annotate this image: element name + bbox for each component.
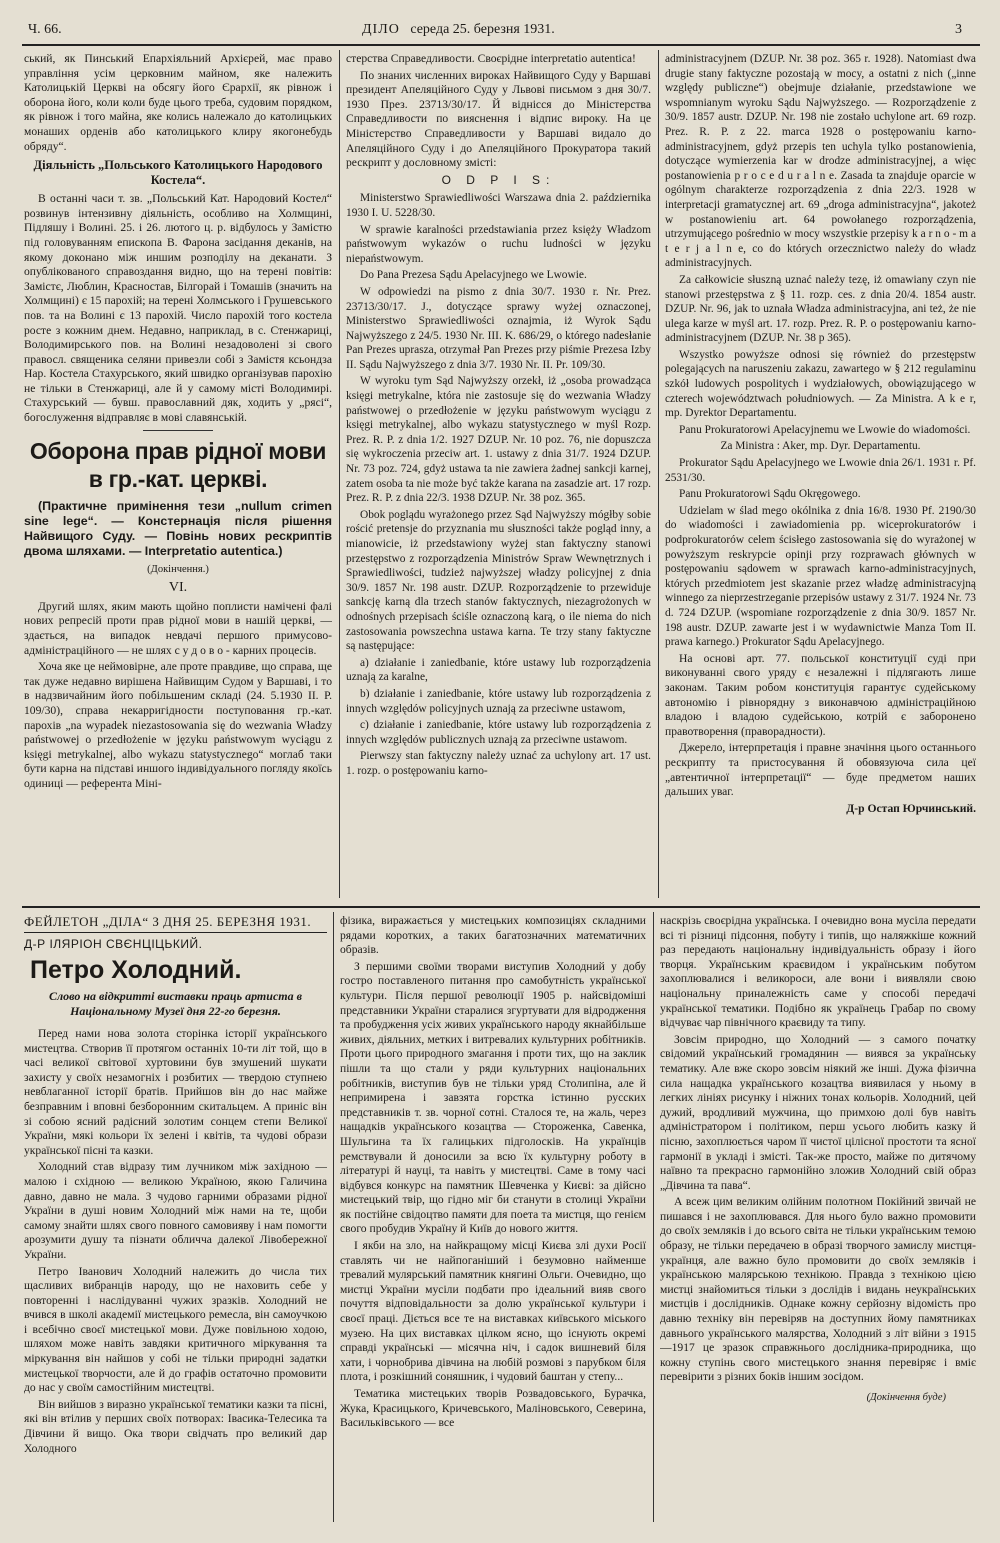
paragraph: Перед нами нова золота сторінка історії українського мистецтва. Створив її протягом останніх 10-ти літ той, що в часі великої світової хуртовини був змушений шукати захисту у своїх незамогніх і розбитих — твердою ступнею невблаганної історії братів. Прийшов він до нас майже безправним і вповні безборонним скитальцем. А приніс він зі собою ясний радісний золотим сонцем степи Великої України, мякі кольори їх зелені і квітів, та чудові образи української пісні та казки. — [24, 1027, 327, 1157]
paragraph: Wszystko powyższe odnosi się również do przestępstw polegających na naruszeniu zakazu, zawartego w § 212 regulaminu szkół ludowych pospolitych i wydziałowych, obowiązującego w czterech województwach południowych. — Za Ministra. A k e r, mp. Dyrektor Departamentu. — [665, 348, 976, 420]
paragraph: W wyroku tym Sąd Najwyższy orzekł, iż „osoba prowadząca księgi metrykalne, która nie zastosuje się do wezwania Władzy państwowej o przedłożenie w języku państwowym wyciągu z księgi metrykalnej, albo wykazu statystycznego w myśl Rozp. Prez. R. P. z dnia 1/2. 1927 DZUP. Nr. 10 poz. 76, nie dopuszcza się wykroczenia przeciw art. 1. ustawy z dnia 31/7. 1924 DZUP. Nr. 73 poz. 724, gdyż ustawa ta nie zawiera żadnej sankcji karnej, zatem osoba ta nie może być także karana na zasadzie art. 17 rozp. Prez. R. P. z dnia 22/3. 1938 DZUP. Nr. 38 poz. 365. — [346, 375, 651, 505]
column-rule — [653, 912, 654, 1522]
column-rule — [658, 50, 659, 898]
issue-date: середа 25. березня 1931. — [410, 22, 555, 37]
paragraph: Холодний став відразу тим лучником між західною — малою і східною — великою Україною, якою Галичина давно, давно не мала. З чудово гарними образами рідної України в душі новим Холодний між нами на те, щоби самому знайти шлях свого повного самовияву і нам помогти арозумити душу та пізнати обличча далекої Лівобережної України. — [24, 1160, 327, 1261]
list-item: a) działanie i zaniedbanie, które ustawy lub rozporządzenia uznają za karalne, — [346, 656, 651, 684]
paragraph: І якби на зло, на найкращому місці Києва злі духи Росії ставлять чи не найпоганіший і безумовно найменше тревалий мулярський памятник княгині Ольги. Очевидно, що мистці України мусіли подбати про ідеальний вияв свого почуття відповідальности за долю української культури і своєї праці. Діється все те на виставках київського міського музею. На цих виставках цілком ясно, що існують окремі справді українські — місячна ніч, і садок вишневий біля хати, і чорнобрива дівчина на любій розмові з парубком біля плота, і розкішний соняшник, і чудовий баштан у степу... — [340, 1239, 646, 1384]
paragraph: стерства Справедливости. Своєрідне interpretatio autentica! — [346, 52, 636, 65]
feuilleton-column-2 — [340, 914, 646, 1529]
column-rule — [333, 912, 334, 1522]
paragraph: А всеж цим великим олійним полотном Покійний звичай не пишався і не захоплювався. Для нього було важно промовити до своїх земляків і до всього світа не тільки українським темою образу, не тільки передачею в образі творчого замислу мистця-українця, але важно було промовити до своїх земляків і українською малярською технікою. Правда з технікою цією мистці знайомиться тільки з дослідів і видань неукраїнських мистців і дослідників. Однаке кожну серйозну відомість про давню техніку він перевіряв на доступних йому памятниках давнього українського малярства, Холодний з літ війни з 1915—1917 це зразок справжнього дослідника-природника, що кожну ступінь свого мистецького знання перевіряє і вміє перевірити з різних боків іншим зосідом. — [660, 1195, 976, 1384]
article-deck: (Практичне примінення тези „nullum crimen sine lege“. — Констернація після рішення Найвищого Суду. — Повінь нових рескриптів двома шляхами. — Interpretatio autentica.) — [24, 498, 332, 558]
divider — [143, 430, 213, 431]
page-number: 3 — [955, 22, 962, 37]
continued-note: (Докінчення буде) — [866, 1392, 946, 1403]
paragraph: administracyjnem (DZUP. Nr. 38 poz. 365 r. 1928). Natomiast dwa drugie stany faktyczne pozostają w mocy, a ostatni z nich („inne względy publiczne“) obejmuje działanie, przedstawione we wspomnianym wyroku Sądu Najwyższego. — Rozporządzenie z 30/9. 1857 austr. DZUP. Nr. 198 nie zostało uchylone art. 69 rozp. Prez. R. P. z 22. marca 1928 o postępowaniu karno-administracyjnem, gdyż przepis ten uchyla tylko postanowienia, dotyczące wymierzenia kar w drodze administracyjnej, a więc postanowienia p r o c e d u r a l n e. Zasada ta znajduje oparcie w ogólnym charakterze rozporządzenia z dnia 22/3. 1928 w interpretacji gramatycznej art. 69 „droga administracyjna“, jakoteż w postanowieniu art. 64 powołanego rozporządzenia, utrzymującego pośrednio w mocy wszystkie przepisy k a r n o - m a t e r j a l n e, co do których orzecznictwo należy do władz administracyjnych. — [665, 53, 976, 270]
paragraph: Другий шлях, яким мають щойно поплисти намічені фалі нових репресій проти прав рідної мови в нашій церкві, — здається, на випадок невдачі першого примусово-адміністраційного — не шлях с у д о в о - карних процесів. — [24, 599, 332, 657]
masthead — [22, 20, 980, 46]
column-1 — [24, 52, 332, 900]
paragraph: W sprawie karalności przedstawiania przez księży Władzom państwowym wykazów o ruchu ludności w języku niepaństwowym. — [346, 223, 651, 265]
paragraph: Хоча яке це неймовірне, але проте правдиве, що справа, ще так дуже недавно вирішена Найвищим Судом у Варшаві, і то в надзвичайним його побільшеним складі (24. 5.1930 II. Р. 109/30), справа некарригідности поступовання гр.-кат. парохів „na wypadek niezastosowania się do wezwania Władzy państwowej o przedłożenie w języku państwowym wyciągu z księgi metrykalnej, albo wykazu statystycznego“ моглаб таки бути карна на підставі иншого індивідуального погляду якоїсь одиниці — референта Міні- — [24, 660, 332, 790]
paragraph: По знаних численних вироках Найвищого Суду у Варшаві президент Апеляційного Суду у Львові письмом з дня 30/7. 1930 През. 23713/30/17. Й віднісся до Міністерства Справедливости по вияснення і відпис вироку. На це Міністерство Справедливости у Варшаві видало до Апеляційного Суду і до Апеляційного Прокуратора такий рескрипт у дословному змісті: — [346, 68, 651, 170]
column-rule — [339, 50, 340, 898]
paragraph: W odpowiedzi na pismo z dnia 30/7. 1930 r. Nr. Prez. 23713/30/17. J., dotyczące sprawy wyżej oznaczonej, Ministerstwo Sprawiedliwości oznajmia, iż Wyrok Sądu Najwyższego z 24/5. 1930 Nr. III. K. 686/29, o którego nadesłanie Pan Prezes uprasza, otrzymał Pan Prezes przy piśmie Prezesa Izby II. Sądu Najwyższego z dnia 3/7. 1930 Nr. II. Pr. 109/30. — [346, 285, 651, 371]
feuilleton-author: Д-Р ІЛЯРІОН СВЄНЦІЦЬКИЙ. — [24, 937, 203, 951]
paragraph: Джерело, інтерпретація і правне значіння цього останнього рескрипту та пристосування й обовязуюча сила цеї „автентичної інтерпретації“ — буде предметом наших дальших уваг. — [665, 741, 976, 799]
article-title: Оборона прав рідної мови в гр.-кат. церкві. — [29, 437, 327, 492]
paragraph: Тематика мистецьких творів Розвадовського, Бурачка, Жука, Красицького, Кричевського, Маліновського, Северина, Васильківського — все — [340, 1387, 646, 1430]
section-number: VI. — [168, 580, 188, 596]
paragraph: Петро Іванович Холодний належить до числа тих щасливих вибранців народу, що не наховить себе у повторенні і наслідуванні чужих зразків. Холодний не вчився в школі академії мистецького ремесла, він самоучкою і всебічно своєї мистецької мови. Дуже повільною ходою, шляхом може навіть завдяки критичного міркування та міркування він найшов у собі не тільки природні задатки мистецької творчости, але й до графів остаточно промовити до нас у своїм самостійним мистецтві. — [24, 1264, 327, 1395]
column-3 — [665, 52, 976, 900]
paragraph: фізика, виражається у мистецьких композиціях складними рядами коротких, а таких багатозначних математичних образів. — [340, 914, 646, 957]
paragraph: ський, як Пинський Епархіяльний Архієрей, має право управління усім церковним майном, яке належить Католицькій Церкві на обсягу його Єрархії, як рівнож і оборона його, коли коли буде цього треба, судовим порядком, як рівнож і того майна, яке колись належало до католицьких монаших орденів або католицького клиру якогонебудь обряду“. — [24, 52, 332, 153]
paragraph: Za Ministra : Aker, mp. Dyr. Departamentu. — [720, 440, 921, 453]
paragraph: Pierwszy stan faktyczny należy uznać za uchylony art. 17 ust. 1. rozp. o postępowaniu karno- — [346, 750, 651, 777]
column-2 — [346, 52, 651, 900]
paragraph: Зовсім природно, що Холодний — з самого початку свідомий український громадянин — виявся за українську тематику. Але вже скоро зовсім ніякий же інші. Дужа фізична сила нащадка українського козацтва виявилася у ньому в легких лініях рисунку і ніжних тонах кольорів. Холодний, цей дужий, вродливий мужчина, що примхою долі був навіть адміністратором і політиком, перш усього любить казку й пісню, захоплюється чаром її чистої цілісної простоти та ясної гармонії в укладі і змісті. Так-же просто, майже по дитячому наївно та прекрасно гармонійно зложив Холодний свій образ „Дівчина та пава“. — [660, 1032, 976, 1192]
paragraph: Za całkowicie słuszną uznać należy tezę, iż omawiany czyn nie stanowi przestępstwa z § 11. rozp. ces. z dnia 20/4. 1854 austr. DZUP. Nr. 96, jak to uznała Władza administracyjna, ani też, że nie ulega karze w myśl art. 17. rozp. Prez. R. P. o postępowaniu karno-administracyjnem (DZUP. Nr. 38 p 365). — [665, 273, 976, 345]
feuilleton-subtitle: Слово на відкритті виставки праць артиста в Національному Музеї дня 22-го березня. — [49, 989, 302, 1018]
paragraph: Do Pana Prezesa Sądu Apelacyjnego we Lwowie. — [360, 269, 587, 282]
list-item: b) działanie i zaniedbanie, które ustawy lub rozporządzenia z innych względów policyjnych uznają za przeciwne ustawom, — [346, 687, 651, 715]
section-divider — [22, 906, 980, 908]
paragraph: На основі арт. 77. польської конституції суді при виконуванні свого уряду є незалежні і підлягають лише законам. Таким робом конституція гарантує судейському автономію і рівнорядну з виконавчою адміністраційною владою і владою судейською, котрій є заборонено правотворення (праворадности). — [665, 651, 976, 738]
section-heading: Діяльність „Польського Католицького Народового Костела“. — [33, 158, 323, 188]
paragraph: Panu Prokuratorowi Apelacyjnemu we Lwowie do wiadomości. — [679, 423, 971, 436]
paragraph: З першими своїми творами виступив Холодний у добу гостро поставленого питання про самобутність української культури. Після першої революції 1905 р. найсвідоміші представники України старалися згуртувати для відродження та пробудження усіх живих українського народу якнайбільше живих, діяльних, метких і витревалих культурних робітників. Проти цього природного змагання і проти тих, що на заклик пішли та що стали у ряди культурних національних робітників, виступив був не тільки уряд Столипіна, але й непримирена і завзята горстка істинно русских представників т. зв. чорної сотні. Сталося те, на жаль, через нащадків українського козацтва — Стороженка, Савенка, Шульгина та їх галицьких підголосків. На українців ремствували й доносили за всю їх культурну роботу в літературі й науці, та навіть у мистецтві. Саме в тому часі відбувся конкурс на памятник Шевченка у Києві: за дійсно мистецький твір, що гідно міг би станути в столиці України як постійне свідоцтво памяти для поета та мистця, що генієм свого пробудив Україну й Київ до нового життя. — [340, 959, 646, 1236]
paragraph: наскрізь своєрідна українська. І очевидно вона мусіла передати всі ті різниці підсоння, побуту і типів, що наляжкіше кожний раз передають національну індивідуальність образу і його творця. Українським краєвидом і українським побутом захоплювалися і великороси, але вони і виявляли свою національну приналежність саме у способі передачі української тематики. Подібно як українець Грабар по свому відчуває чар північного краєвиду та типу. — [660, 914, 976, 1030]
paragraph: Udzielam w ślad mego okólnika z dnia 16/8. 1930 Pf. 2190/30 do wiadomości i zawiadomienia pp. wiceprokuratorów i podprokuratorów celem ścisłego zastosowania się do wyrażonej w powyższym reskrypcie opinji przy rozprawach głównych w postępowaniu sądowem w sprawach karno-administracyjnych, których przedmiotem jest skazanie przez władzę administracyjną winnego za nieprzestrzeganie przepisów ustawy z 31/7. 1924 Nr. 73 d. 724 DZUP. (wspomiane rozporządzenie z dnia 30/9. 1857 Nr. 198 austr. DZUP. zawarte jest i w wydawnictwie Manza Tom II. prawa karnego.) Prokurator Sądu Apelacyjnego. — [665, 504, 976, 649]
page-label: Ч. 66. — [28, 22, 62, 37]
paragraph: Він вийшов з виразно української тематики казки та пісні, які він втілив у перших своїх потворах: Івасика-Телесика та Дівчини й вищо. Ока твори свідчать про великий дар Холодного — [24, 1397, 327, 1455]
feuilleton-column-1 — [24, 914, 327, 1529]
paragraph: Ministerstwo Sprawiedliwości Warszawa dnia 2. października 1930 I. U. 5228/30. — [346, 192, 651, 219]
paragraph: Panu Prokuratorowi Sądu Okręgowego. — [679, 488, 861, 501]
masthead-title — [362, 22, 555, 38]
document-heading: O D P I S: — [441, 172, 556, 187]
author-signature: Д-р Остап Юрчинський. — [846, 801, 976, 815]
list-item: c) działanie i zaniedbanie, które ustawy lub rozporządzenia z innych względów publicznych uznają za przeciwne ustawom. — [346, 719, 651, 746]
paragraph: Obok poglądu wyrażonego przez Sąd Najwyższy mógłby sobie rościć pretensje do przyznania mu słuszności także pogląd inny, a mianowicie, iż przedstawiony wyżej stan faktyczny stanowi przestępstwo z rozporządzenia Ministrów Spraw Wewnętrznych i Sprawiedliwości, tudzież najwyższej władzy policyjnej z dnia 30/9. 1857 Nr. 198 austr. DZUP. Rozporządzenie to przewiduje sankcję karną dla trzech stanów faktycznych, niezagrożonych w odnośnych przepisach ściśle oznaczoną karą, o ile niema do nich zastosowania powszechna ustawa karna. Te trzy stany faktyczne są następujące: — [346, 508, 651, 653]
feuilleton-column-3 — [660, 914, 976, 1529]
continuation-note: (Докінчення.) — [147, 563, 209, 575]
paragraph: В останні часи т. зв. „Польський Кат. Народовий Костел“ розвинув інтензивну діяльність, особливо на Холмщині, Підляшу і Волині. 25. і 26. лютого ц. р. відбулось у Замістю під головуванням епископа В. Фарона засідання деканів, на якому доконано між иншим розподілу на деканати. З опублікованого справоздання видно, що на терені повітів: Замістє, Люблин, Красностав, Білгорай і Томашів (значить на Холмщині) є 15 парохій; на терені Холмського і Грушевського пов. та на Волині є 13 парохій. Число парохій того костела росте з кожним днем. Недавно, наприклад, в с. Стенжариці, Володимирського пов. на Волині незадоволені зі свого правосл. священика селяни привезли собі з Замістя ксьондза Нар. Костела Стахурського, який швидко організував парохію не тільки в Стенжариці, але й у самому місті Володимирі. Стахурський — бувш. православний дяк, ходить у „рясі“, богослуження відправляє в мові славянській. — [24, 192, 332, 425]
feuilleton-title: Петро Холодний. — [30, 956, 242, 984]
paragraph: Prokurator Sądu Apelacyjnego we Lwowie dnia 26/1. 1931 r. Pf. 2531/30. — [665, 457, 976, 484]
feuilleton-header: ФЕЙЛЕТОН „ДІЛА“ З ДНЯ 25. БЕРЕЗНЯ 1931. — [24, 914, 327, 933]
newspaper-title: ДІЛО — [362, 22, 400, 37]
